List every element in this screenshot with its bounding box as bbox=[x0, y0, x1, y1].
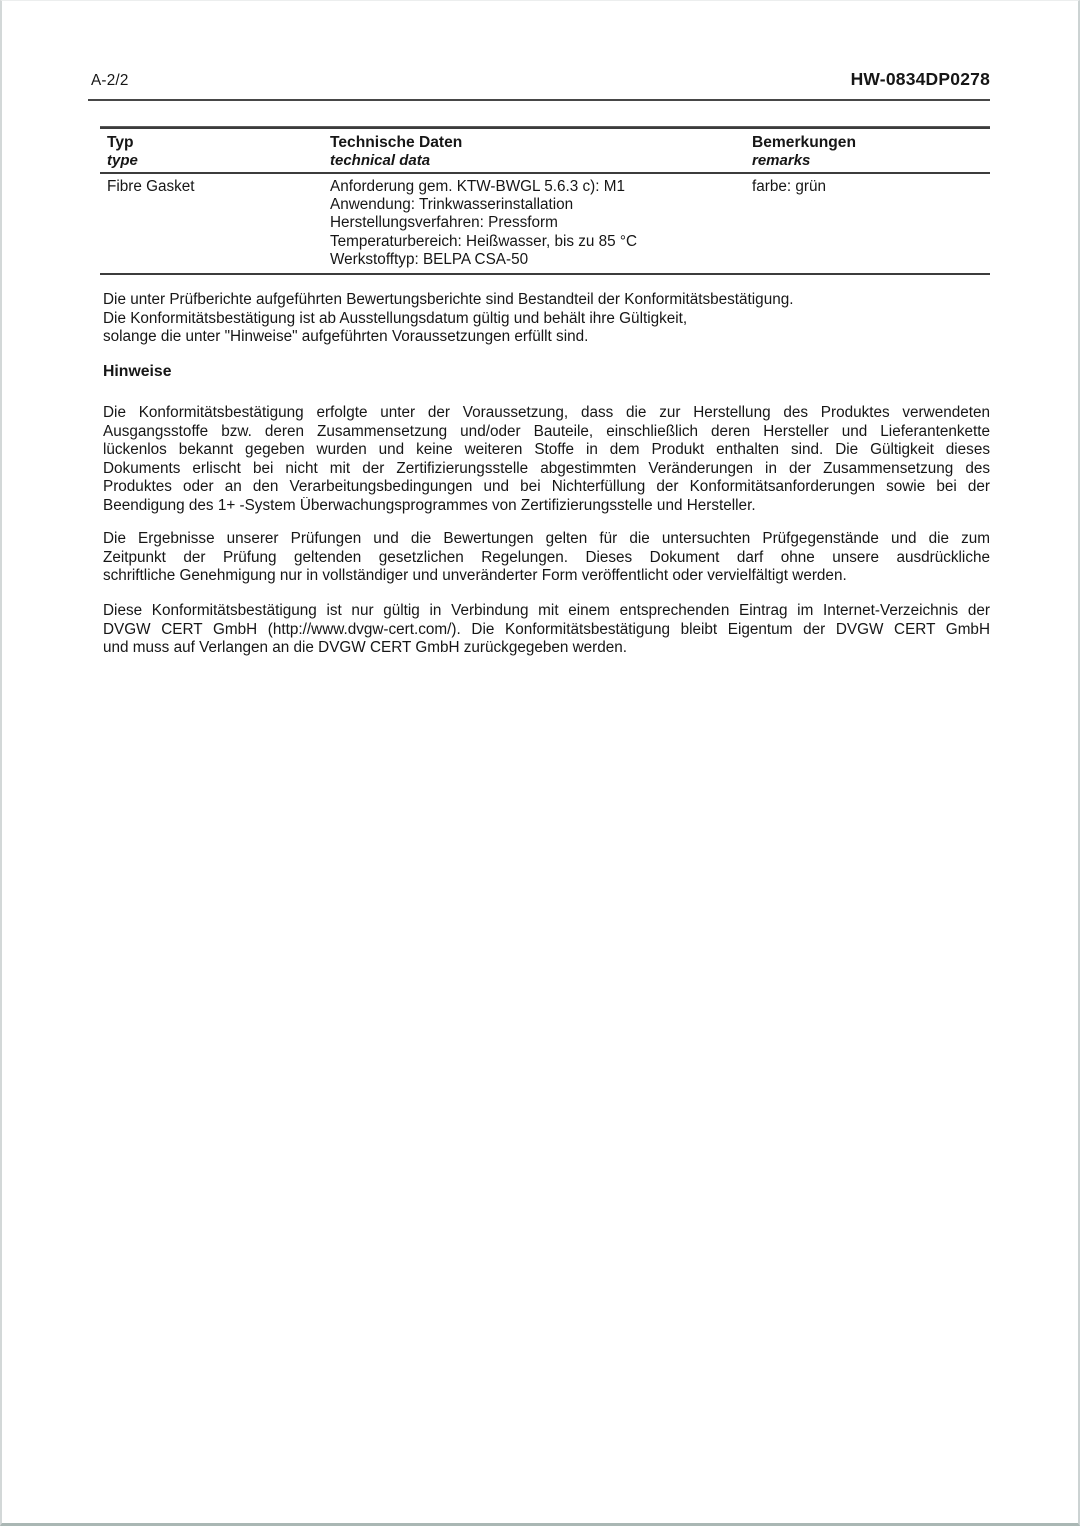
cell-bemerkungen: farbe: grün bbox=[752, 178, 826, 195]
column-label: Bemerkungen bbox=[752, 134, 856, 151]
text-line: Herstellungsverfahren: Pressform bbox=[330, 214, 558, 232]
text-line: Beendigung des 1+ -System Überwachungsprogrammes von Zertifizierungsstelle und Hersteller. bbox=[103, 496, 756, 514]
column-sublabel: remarks bbox=[752, 152, 811, 169]
cell-technische-daten bbox=[330, 178, 752, 269]
column-header-typ bbox=[100, 133, 330, 170]
column-label: Typ bbox=[107, 134, 134, 151]
text-line: Temperaturbereich: Heißwasser, bis zu 85 °C bbox=[330, 232, 638, 250]
document-number: HW-0834DP0278 bbox=[850, 69, 990, 89]
text-line: Anwendung: Trinkwasserinstallation bbox=[330, 196, 574, 214]
hinweise-paragraph-3 bbox=[103, 602, 990, 658]
column-sublabel: technical data bbox=[330, 152, 431, 169]
page-number-label: A-2/2 bbox=[91, 72, 129, 89]
text-line: schriftliche Genehmigung nur in vollständiger und unveränderter Form veröffentlicht oder vervielfältigt werden. bbox=[103, 567, 847, 584]
hinweise-paragraph-2 bbox=[103, 530, 990, 586]
text-line: Ausgangsstoffe bzw. deren Zusammensetzung und/oder Bauteile, einschließlich deren Hersteller und Lieferantenkette bbox=[103, 422, 990, 440]
text-line: Anforderung gem. KTW-BWGL 5.6.3 c): M1 bbox=[330, 178, 625, 195]
hinweise-paragraph-1 bbox=[103, 404, 990, 515]
text-line: DVGW CERT GmbH (http://www.dvgw-cert.com/). Die Konformitätsbestätigung bleibt Eigentum der DVGW CERT GmbH bbox=[103, 620, 990, 638]
text-line: und muss auf Verlangen an die DVGW CERT GmbH zurückgegeben werden. bbox=[103, 639, 628, 656]
validity-note-paragraph bbox=[103, 291, 990, 347]
hinweise-heading: Hinweise bbox=[103, 363, 172, 380]
table-header-row bbox=[100, 129, 990, 174]
text-line: solange die unter "Hinweise" aufgeführten Voraussetzungen erfüllt sind. bbox=[103, 328, 589, 345]
text-line: lückenlos bekannt gegeben wurden und keine weiteren Stoffe in dem Produkt enthalten sind. Die Gültigkeit dieses bbox=[103, 441, 990, 458]
text-line: Dokuments erlischt bei nicht mit der Zertifizierungsstelle abgestimmten Veränderungen in der Zusammensetzung des bbox=[103, 459, 990, 477]
column-label: Technische Daten bbox=[330, 134, 463, 151]
text-line: Werkstofftyp: BELPA CSA-50 bbox=[330, 250, 529, 268]
column-header-technische-daten bbox=[330, 133, 752, 170]
text-line: Die unter Prüfberichte aufgeführten Bewertungsberichte sind Bestandteil der Konformitätsbestätigung. bbox=[103, 291, 794, 308]
text-line: Die Konformitätsbestätigung ist ab Ausstellungsdatum gültig und behält ihre Gültigkeit, bbox=[103, 309, 688, 327]
technical-data-table bbox=[100, 126, 990, 275]
cell-typ: Fibre Gasket bbox=[107, 178, 195, 195]
text-line: Produktes oder an den Verarbeitungsbedingungen und bei Nichterfüllung der Konformitätsanforderungen sowie bei der bbox=[103, 478, 990, 495]
text-line: Zeitpunkt der Prüfung geltenden gesetzlichen Regelungen. Dieses Dokument darf ohne unsere ausdrückliche bbox=[103, 548, 990, 566]
text-line: Diese Konformitätsbestätigung ist nur gültig in Verbindung mit einem entsprechenden Eintrag im Internet-Verzeichnis der bbox=[103, 602, 990, 619]
text-line: Die Ergebnisse unserer Prüfungen und die Bewertungen gelten für die untersuchten Prüfgegenstände und die zum bbox=[103, 530, 990, 547]
column-header-bemerkungen bbox=[752, 133, 990, 170]
column-sublabel: type bbox=[107, 152, 138, 169]
text-line: Die Konformitätsbestätigung erfolgte unter der Voraussetzung, dass die zur Herstellung des Produktes verwendeten bbox=[103, 404, 990, 421]
table-row bbox=[100, 174, 990, 275]
document-header bbox=[88, 69, 990, 101]
